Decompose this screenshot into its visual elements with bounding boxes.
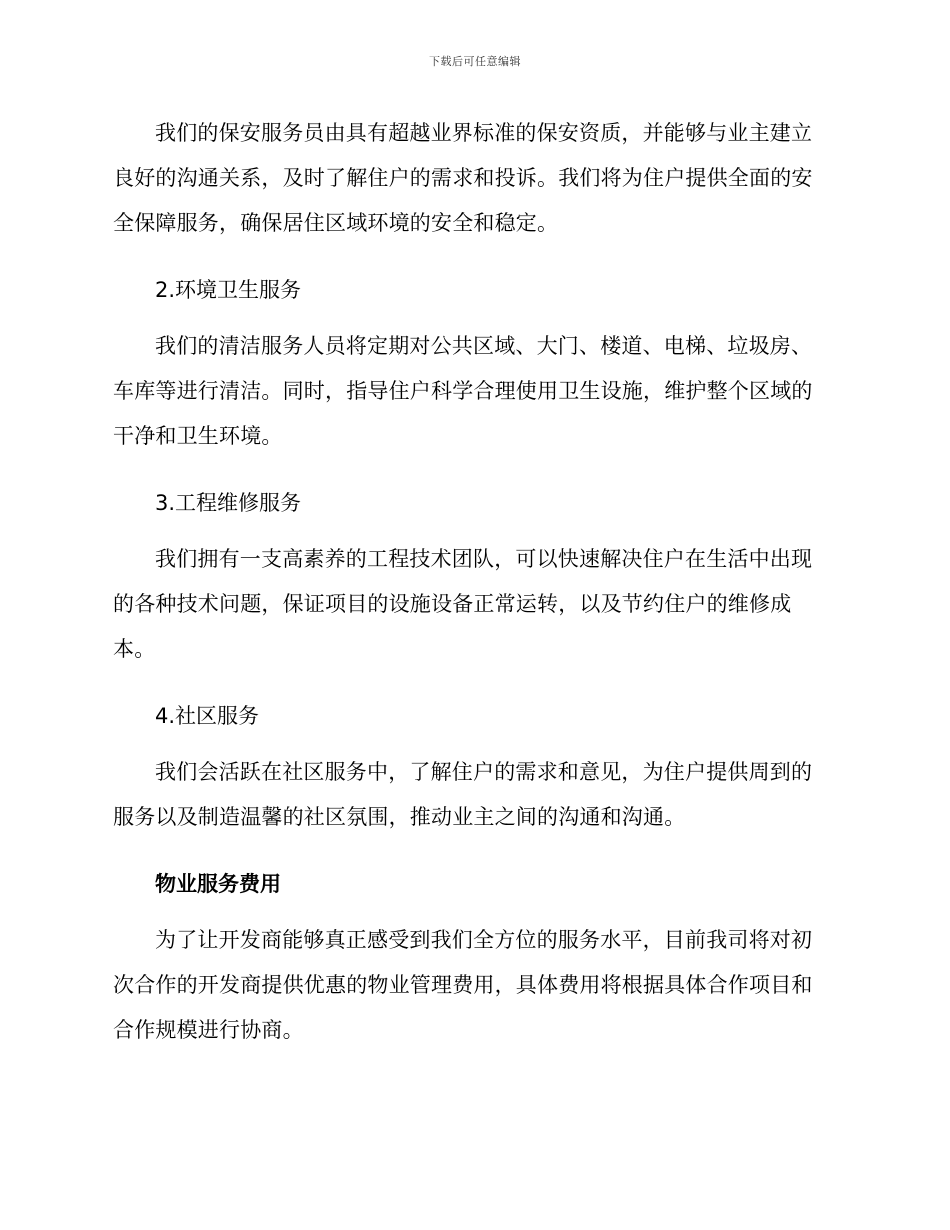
paragraph-environment: 我们的清洁服务人员将定期对公共区域、大门、楼道、电梯、垃圾房、车库等进行清洁。同时，指导住户科学合理使用卫生设施，维护整个区域的干净和卫生环境。 — [113, 334, 813, 448]
document-body — [113, 111, 833, 1053]
paragraph-community: 我们会活跃在社区服务中，了解住户的需求和意见，为住户提供周到的服务以及制造温馨的社区氛围，推动业主之间的沟通和沟通。 — [113, 760, 813, 829]
heading-fees: 物业服务费用 — [155, 872, 281, 896]
heading-engineering: 3.工程维修服务 — [155, 491, 302, 515]
paragraph-fees: 为了让开发商能够真正感受到我们全方位的服务水平，目前我司将对初次合作的开发商提供优惠的物业管理费用，具体费用将根据具体合作项目和合作规模进行协商。 — [113, 928, 813, 1042]
paragraph-security: 我们的保安服务员由具有超越业界标准的保安资质，并能够与业主建立良好的沟通关系，及时了解住户的需求和投诉。我们将为住户提供全面的安全保障服务，确保居住区域环境的安全和稳定。 — [113, 121, 813, 235]
page-header: 下载后可任意编辑 — [429, 55, 521, 68]
paragraph-engineering: 我们拥有一支高素养的工程技术团队，可以快速解决住户在生活中出现的各种技术问题，保证项目的设施设备正常运转，以及节约住户的维修成本。 — [113, 547, 813, 661]
heading-community: 4.社区服务 — [155, 704, 260, 728]
heading-environment: 2.环境卫生服务 — [155, 278, 302, 302]
